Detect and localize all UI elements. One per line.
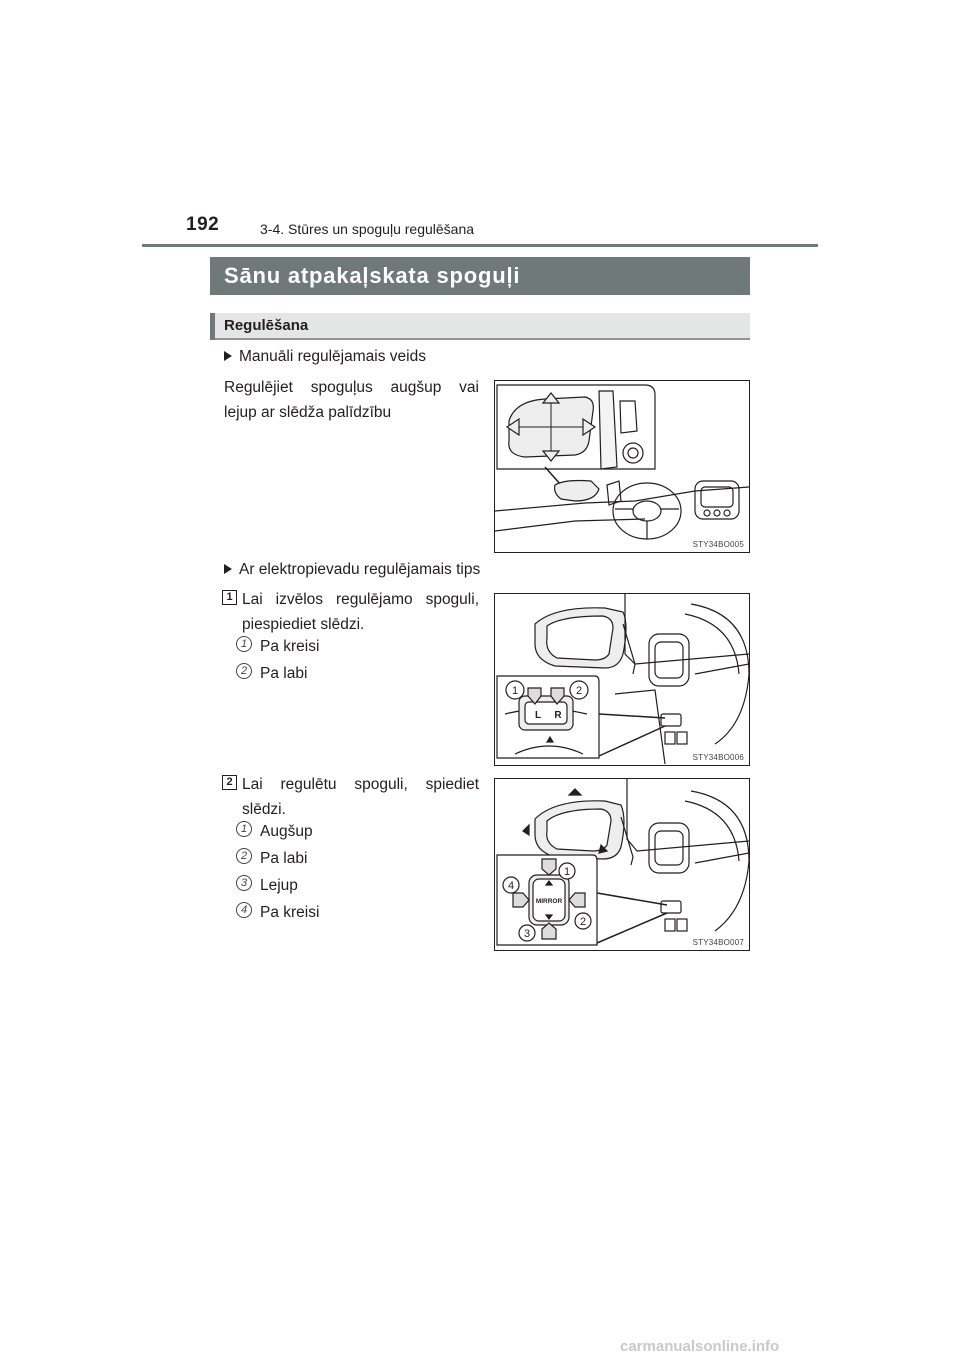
section-heading: 3-4. Stūres un spoguļu regulēšana bbox=[260, 221, 475, 237]
manual-mirror-illustration bbox=[495, 381, 749, 552]
callout-2: 2 bbox=[575, 685, 583, 697]
electric-bullet-text: Ar elektropievadu regulējamais tips bbox=[239, 561, 481, 578]
step-2-item-4-number: 4 bbox=[236, 902, 252, 918]
figure-select-mirror bbox=[494, 593, 750, 766]
manual-text-line2: lejup ar slēdža palīdzību bbox=[224, 404, 392, 421]
electric-bullet bbox=[224, 561, 480, 579]
manual-text-line1: Regulējiet spoguļus augšup vai bbox=[224, 379, 479, 396]
step-2-item-3-label: Lejup bbox=[260, 877, 298, 894]
triangle-bullet-icon bbox=[224, 351, 232, 361]
callout-left: 4 bbox=[507, 880, 515, 892]
figure-code-1: STY34BO005 bbox=[692, 540, 744, 549]
figure-manual-mirror bbox=[494, 380, 750, 553]
step-1-marker: 1 bbox=[222, 590, 237, 605]
watermark: carmanualsonline.info bbox=[620, 1338, 780, 1355]
step-1-item-1-label: Pa kreisi bbox=[260, 638, 320, 655]
step-2-item-1-number: 1 bbox=[236, 821, 252, 837]
callout-up: 1 bbox=[563, 866, 571, 878]
step-2-text bbox=[242, 772, 479, 822]
mirror-switch-label: MIRROR bbox=[535, 898, 563, 905]
page-number: 192 bbox=[186, 214, 220, 235]
step-1-text-line2: piespiediet slēdzi. bbox=[242, 616, 365, 633]
adjust-mirror-illustration bbox=[495, 779, 749, 950]
subtitle-bar bbox=[210, 313, 750, 340]
callout-right: 2 bbox=[579, 916, 587, 928]
manual-text bbox=[224, 375, 479, 425]
step-2-item-1-label: Augšup bbox=[260, 823, 313, 840]
switch-label-right: R bbox=[554, 710, 562, 721]
figure-code-2: STY34BO006 bbox=[692, 753, 744, 762]
title-bar bbox=[210, 257, 750, 295]
figure-adjust-mirror bbox=[494, 778, 750, 951]
step-1-item-2-label: Pa labi bbox=[260, 665, 308, 682]
step-2-item-3-number: 3 bbox=[236, 875, 252, 891]
step-2-item-2-label: Pa labi bbox=[260, 850, 308, 867]
step-1-item-1-number: 1 bbox=[236, 636, 252, 652]
select-mirror-illustration bbox=[495, 594, 749, 765]
figure-code-3: STY34BO007 bbox=[692, 938, 744, 947]
manual-bullet-text: Manuāli regulējamais veids bbox=[239, 348, 426, 365]
callout-1: 1 bbox=[511, 685, 519, 697]
manual-bullet bbox=[224, 348, 426, 366]
callout-down: 3 bbox=[523, 928, 531, 940]
step-2-text-line1: Lai regulētu spoguli, spiediet bbox=[242, 776, 479, 793]
subtitle: Regulēšana bbox=[224, 317, 309, 334]
step-1-item-2-number: 2 bbox=[236, 663, 252, 679]
step-1-text-line1: Lai izvēlos regulējamo spoguli, bbox=[242, 591, 479, 608]
step-2-item-2-number: 2 bbox=[236, 848, 252, 864]
switch-label-left: L bbox=[534, 710, 542, 721]
step-2-text-line2: slēdzi. bbox=[242, 801, 286, 818]
triangle-bullet-icon bbox=[224, 564, 232, 574]
step-2-marker: 2 bbox=[222, 775, 237, 790]
page-title: Sānu atpakaļskata spoguļi bbox=[224, 263, 521, 288]
step-2-item-4-label: Pa kreisi bbox=[260, 904, 320, 921]
subtitle-accent bbox=[210, 313, 215, 340]
step-1-text bbox=[242, 587, 479, 637]
header-divider bbox=[142, 244, 818, 247]
